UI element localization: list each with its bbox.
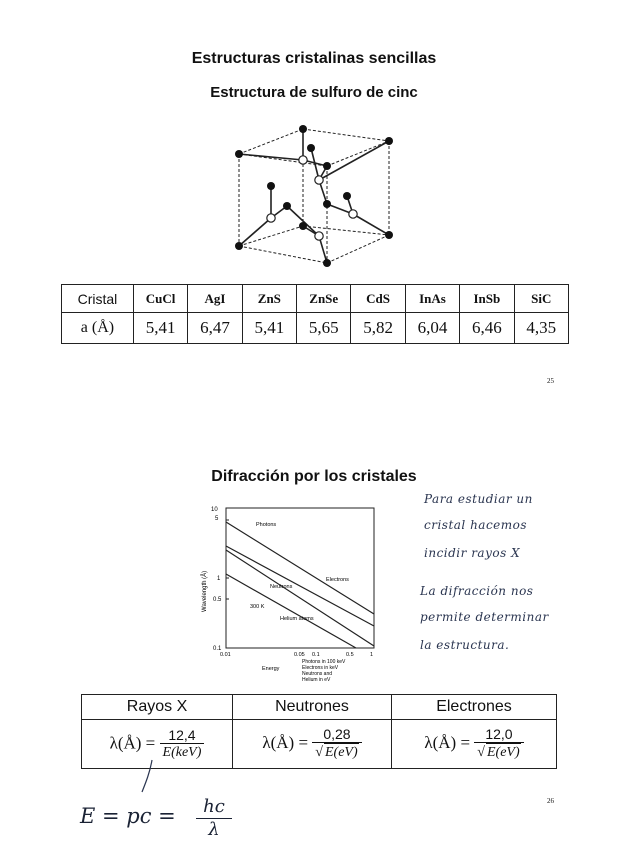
formula-denominator: E(eV)	[486, 745, 520, 760]
x-tick: 0.05	[294, 652, 305, 658]
series-label-helium: Helium atoms	[280, 616, 314, 622]
formula-fraction	[312, 726, 361, 762]
slide-title: Difracción por los cristales	[211, 468, 417, 485]
x-axis-legend-line: Helium in eV	[302, 677, 331, 683]
formula-lhs: λ(Å) =	[424, 732, 471, 752]
x-tick: 0.5	[346, 652, 354, 658]
handwritten-denominator: λ	[208, 819, 220, 840]
formula-denominator: E(keV)	[162, 744, 202, 760]
handwritten-arrow	[138, 758, 158, 794]
table-header-cell: Cristal	[62, 285, 134, 313]
table-cell: 5,41	[133, 313, 187, 344]
handwritten-numerator: hc	[196, 796, 232, 819]
y-axis-label: Wavelength (Å)	[202, 570, 208, 612]
x-axis-legend-line: Photons in 100 keV	[302, 659, 346, 665]
table-cell: 4,35	[514, 313, 568, 344]
lattice-constant-table	[61, 284, 569, 344]
y-tick: 10	[211, 507, 218, 513]
formula-lhs: λ(Å) =	[262, 732, 309, 752]
y-tick: 5	[215, 516, 219, 522]
series-label-photons: Photons	[256, 522, 277, 528]
x-tick: 0.1	[312, 652, 320, 658]
formula-numerator: 12,0	[474, 726, 523, 743]
formula-lhs: λ(Å) =	[109, 732, 156, 752]
table-cell: 6,04	[405, 313, 459, 344]
formula-denominator: E(eV)	[324, 745, 358, 760]
page-number: 26	[547, 797, 554, 805]
formula-numerator: 0,28	[312, 726, 361, 743]
formula-neutron	[233, 720, 392, 769]
table-cell: 5,82	[351, 313, 405, 344]
formula-numerator: 12,4	[160, 727, 205, 744]
table-header-cell: ZnS	[242, 285, 296, 313]
handwritten-formula-lhs: E = pc =	[80, 804, 176, 828]
formula-denominator-wrap: √ E(eV)	[315, 745, 358, 760]
table-header-row	[62, 285, 569, 313]
formula-denominator-wrap: √ E(eV)	[477, 745, 520, 760]
table-row-label: a (Å)	[62, 313, 134, 344]
y-tick: 0.5	[213, 597, 222, 603]
table-header-cell: Rayos X	[82, 695, 233, 720]
wavelength-energy-graph	[196, 502, 386, 688]
table-cell: 6,47	[188, 313, 242, 344]
handwritten-note-line: la estructura.	[420, 638, 510, 652]
table-cell: 5,65	[297, 313, 351, 344]
handwritten-note-line: cristal hacemos	[424, 518, 528, 532]
slide-title: Estructuras cristalinas sencillas	[191, 50, 437, 67]
table-header-cell: AgI	[188, 285, 242, 313]
table-cell: 5,41	[242, 313, 296, 344]
x-axis-legend-line: Neutrons and	[302, 671, 333, 677]
handwritten-note-line: incidir rayos X	[424, 546, 521, 560]
table-header-cell: Neutrones	[233, 695, 392, 720]
x-tick: 1	[370, 652, 374, 658]
handwritten-note-line: permite determinar	[420, 610, 549, 624]
table-header-cell: SiC	[514, 285, 568, 313]
page-number: 25	[547, 377, 554, 385]
table-header-cell: Electrones	[392, 695, 557, 720]
table-header-cell: CdS	[351, 285, 405, 313]
x-axis-legend-line: Electrons in keV	[302, 665, 339, 671]
table-header-cell: InSb	[460, 285, 514, 313]
formula-electron	[392, 720, 557, 769]
handwritten-formula-fraction	[196, 796, 232, 841]
series-label-neutrons: Neutrons	[270, 584, 293, 590]
formula-fraction	[160, 727, 205, 762]
series-label-300k: 300 K	[250, 604, 265, 610]
formula-fraction	[474, 726, 523, 762]
y-tick: 0.1	[213, 646, 222, 652]
x-tick: 0.01	[220, 652, 231, 658]
handwritten-note-line: La difracción nos	[420, 584, 534, 598]
handwritten-note-line: Para estudiar un	[424, 492, 533, 506]
table-header-cell: InAs	[405, 285, 459, 313]
table-cell: 6,46	[460, 313, 514, 344]
table-header-cell: ZnSe	[297, 285, 351, 313]
table-header-cell: CuCl	[133, 285, 187, 313]
zinc-blende-structure-diagram	[225, 118, 405, 270]
table-row	[62, 313, 569, 344]
table-header-row	[82, 695, 557, 720]
slide-subtitle: Estructura de sulfuro de cinc	[210, 84, 418, 101]
y-tick: 1	[217, 576, 221, 582]
series-label-electrons: Electrons	[326, 577, 349, 583]
x-axis-name: Energy	[262, 666, 280, 672]
